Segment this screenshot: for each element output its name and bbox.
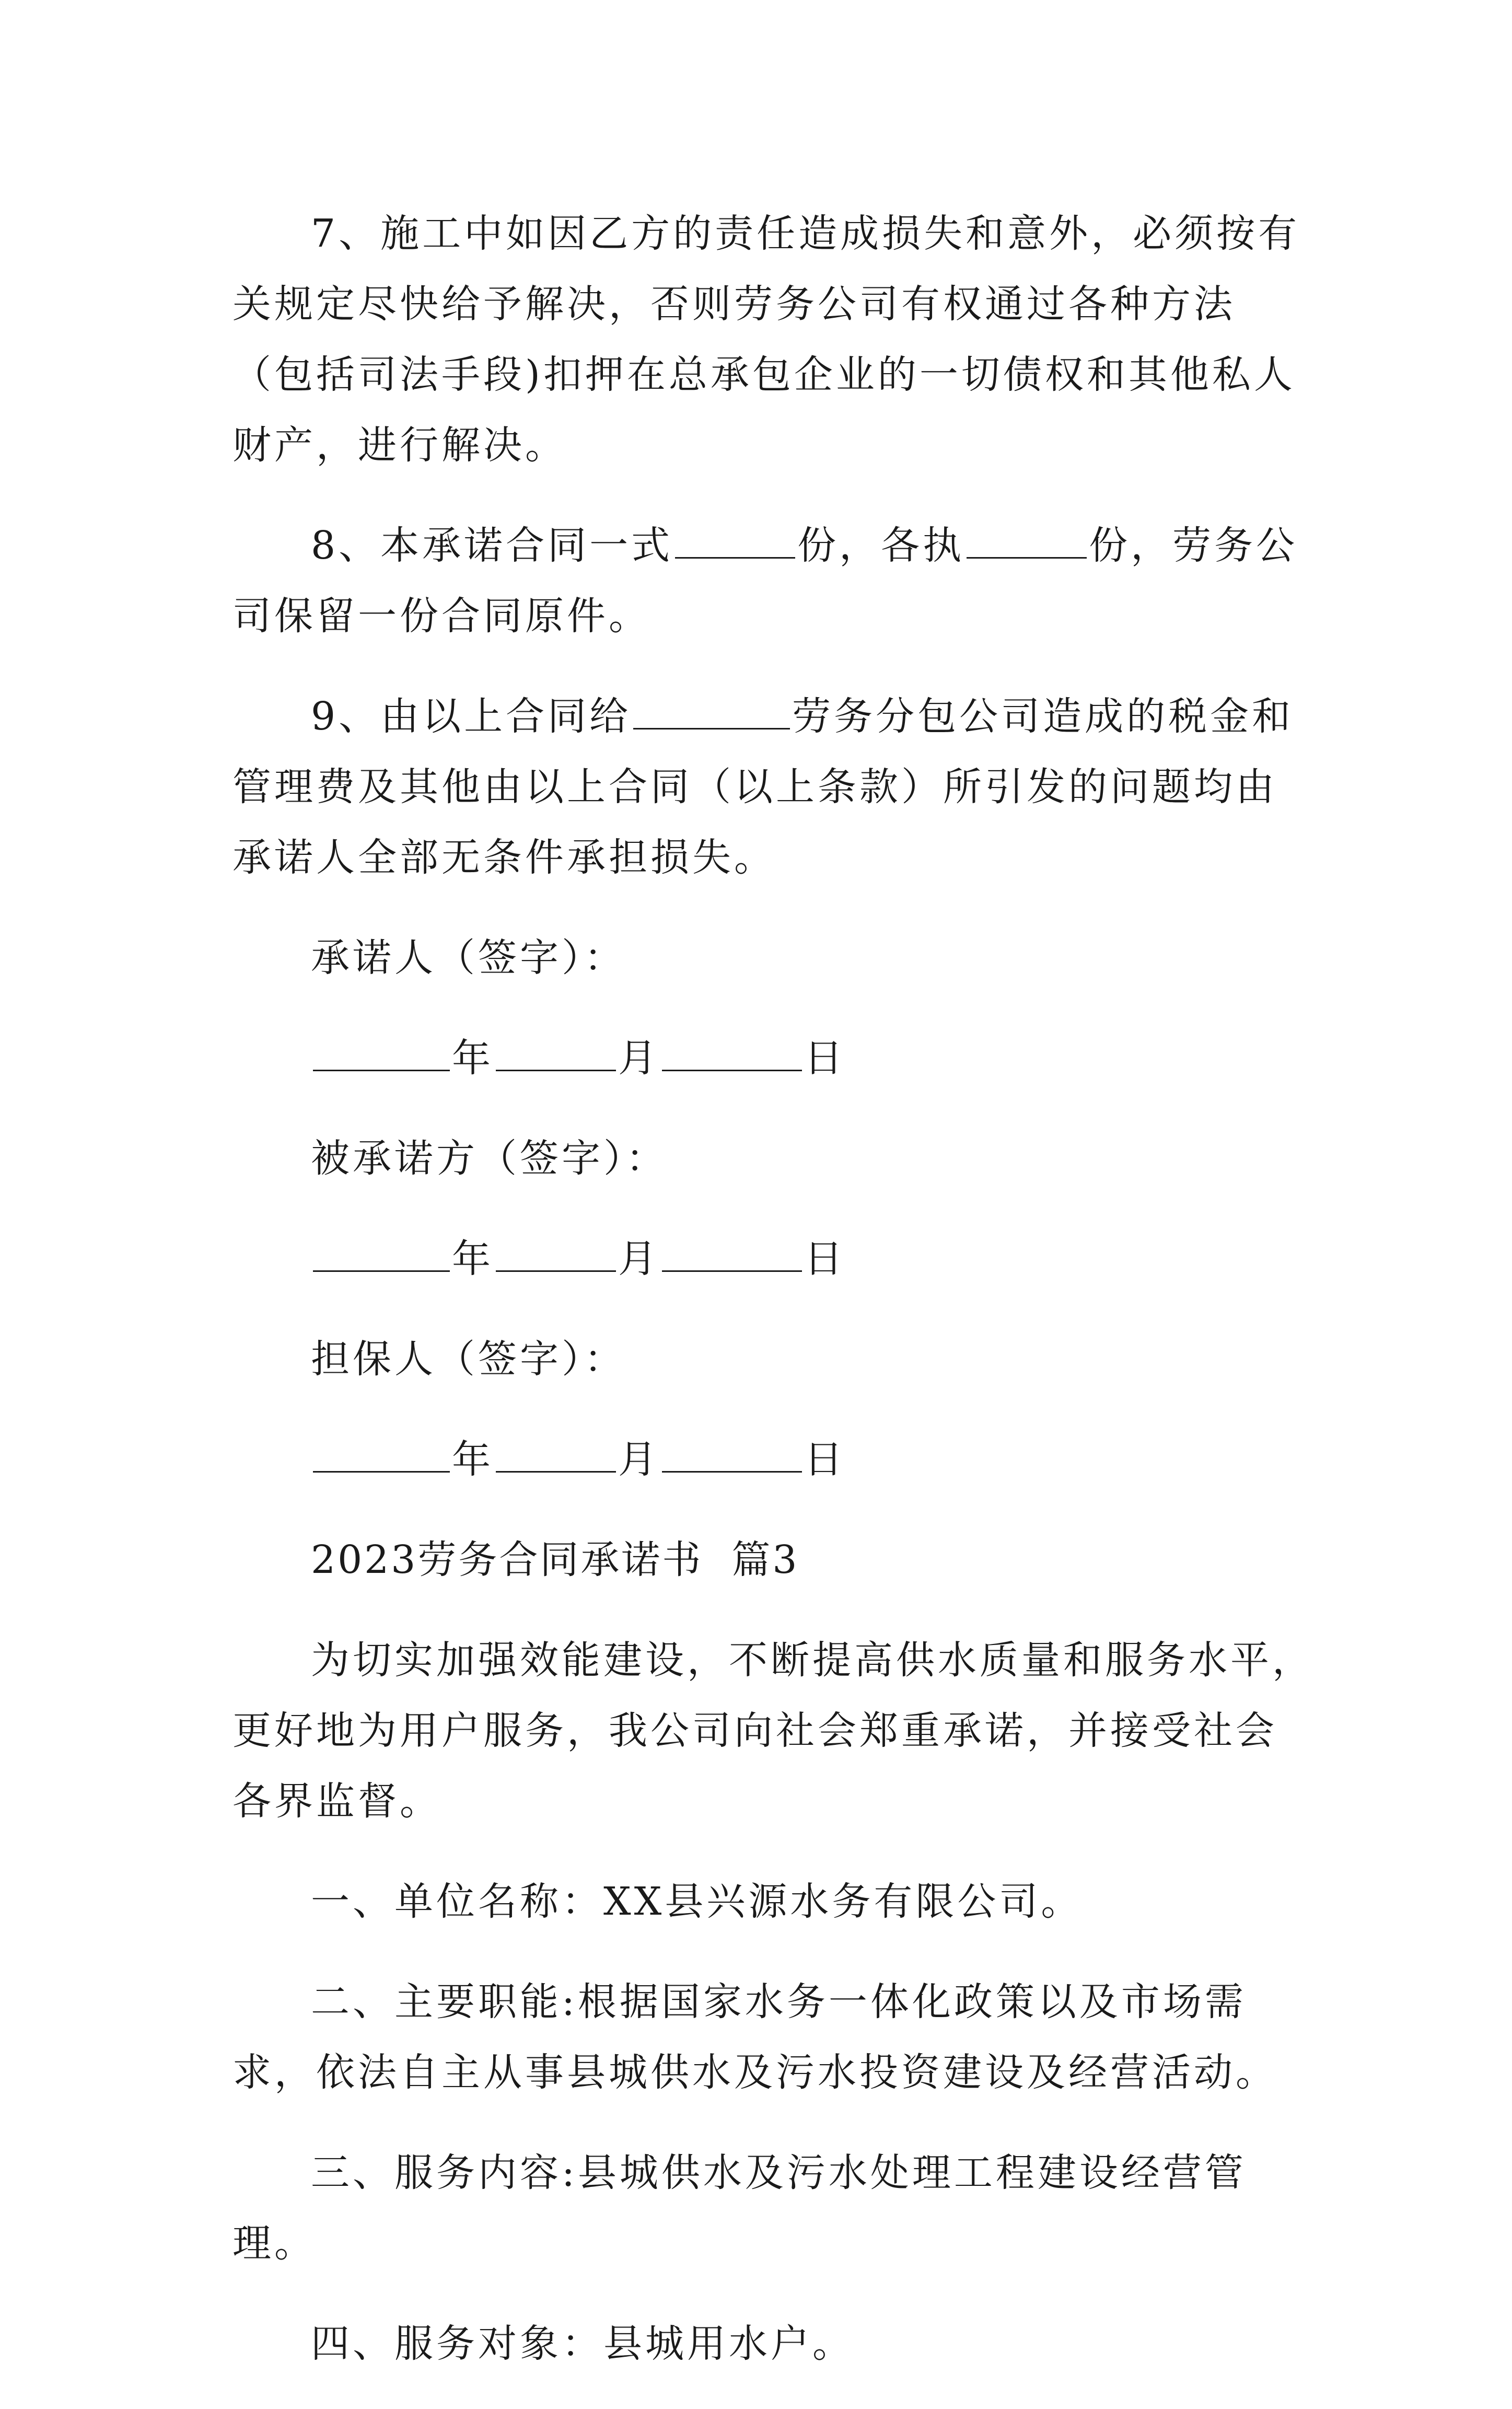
signature-date-promisor: [232, 1023, 1314, 1094]
year-label: 年: [452, 1437, 494, 1482]
month-blank[interactable]: [496, 1026, 616, 1071]
year-label: 年: [452, 1036, 494, 1081]
month-blank[interactable]: [496, 1226, 616, 1272]
month-label: 月: [618, 1036, 660, 1081]
clause-8-text-a: 8、本承诺合同一式: [311, 523, 673, 568]
document-body: [232, 199, 1314, 2409]
year-blank[interactable]: [313, 1427, 450, 1473]
year-label: 年: [452, 1236, 494, 1281]
signature-label-guarantor: 担保人（签字）：: [311, 1337, 626, 1382]
month-label: 月: [618, 1236, 660, 1281]
day-label: 日: [804, 1236, 846, 1281]
clause-9-text-a: 9、由以上合同给: [311, 694, 632, 739]
clause-9-text-b: 劳务分包公司造成的税金和管理费及其他由以上合同（以上条款）所引发的问题均由承诺人全部无条件承担损失。: [232, 694, 1294, 880]
clause-8-text-c: 份，劳务公司保留一份合同原件。: [232, 523, 1298, 639]
item-service-target: 四、服务对象：县城用水户。: [311, 2321, 854, 2366]
year-blank[interactable]: [313, 1026, 450, 1071]
signature-date-promisee: [232, 1224, 1314, 1294]
month-label: 月: [618, 1437, 660, 1482]
item-service-content: 三、服务内容:县城供水及污水处理工程建设经营管理。: [232, 2150, 1247, 2266]
day-label: 日: [804, 1437, 846, 1482]
day-blank[interactable]: [662, 1427, 802, 1473]
day-blank[interactable]: [662, 1226, 802, 1272]
clause-8: [232, 511, 1314, 652]
year-blank[interactable]: [313, 1226, 450, 1272]
day-label: 日: [804, 1036, 846, 1081]
clause-9: [232, 681, 1314, 893]
day-blank[interactable]: [662, 1026, 802, 1071]
copies-each-blank[interactable]: [967, 513, 1087, 559]
section-heading: 2023劳务合同承诺书 篇3: [311, 1537, 799, 1582]
company-name-blank[interactable]: [633, 684, 790, 729]
section-intro: 为切实加强效能建设，不断提高供水质量和服务水平，更好地为用户服务，我公司向社会郑重承诺，并接受社会各界监督。: [232, 1638, 1314, 1824]
signature-label-promisor: 承诺人（签字）：: [311, 935, 626, 980]
item-main-function: 二、主要职能:根据国家水务一体化政策以及市场需求，依法自主从事县城供水及污水投资建设及经营活动。: [232, 1979, 1277, 2095]
clause-8-text-b: 份，各执: [797, 523, 965, 568]
month-blank[interactable]: [496, 1427, 616, 1473]
signature-date-guarantor: [232, 1424, 1314, 1495]
signature-label-promisee: 被承诺方（签字）：: [311, 1136, 668, 1181]
item-unit-name: 一、单位名称：XX县兴源水务有限公司。: [311, 1879, 1083, 1924]
clause-7: 7、施工中如因乙方的责任造成损失和意外，必须按有关规定尽快给予解决，否则劳务公司有权通过各种方法（包括司法手段)扣押在总承包企业的一切债权和其他私人财产，进行解决。: [232, 211, 1300, 468]
copies-total-blank[interactable]: [675, 513, 795, 559]
